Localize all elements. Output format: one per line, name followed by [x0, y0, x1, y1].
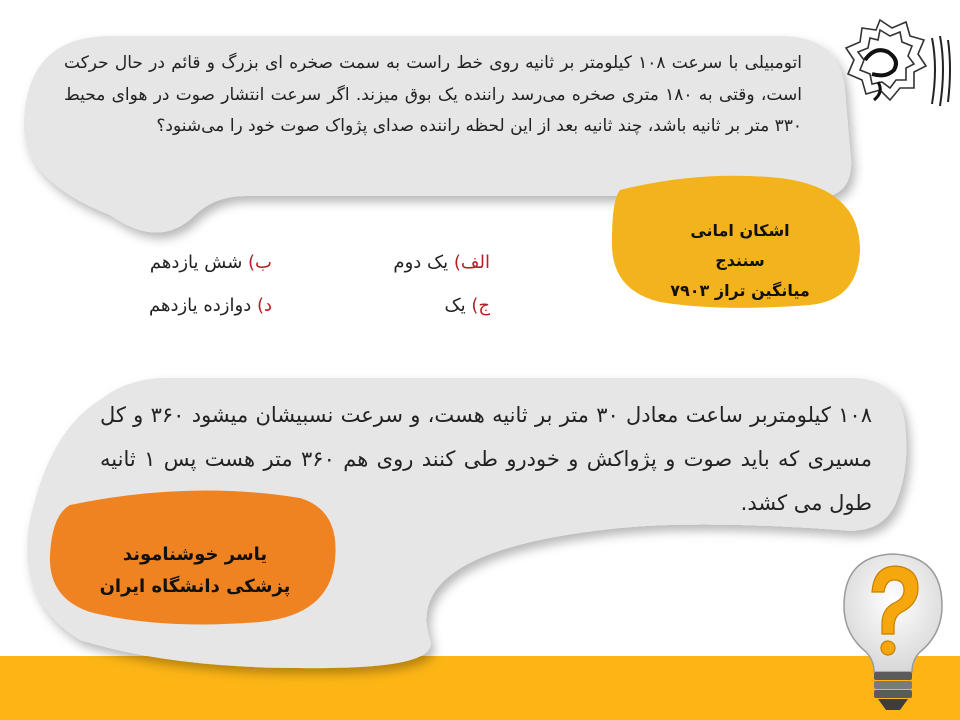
- lightbulb-question-icon: [838, 548, 948, 718]
- responder-badge: [70, 539, 320, 603]
- bottom-bar: [0, 656, 960, 720]
- option-a-letter: الف): [453, 252, 490, 273]
- option-d-letter: د): [256, 295, 272, 316]
- option-a-text: یک دوم: [393, 252, 449, 273]
- answer-text: ۱۰۸ کیلومتربر ساعت معادل ۳۰ متر بر ثانیه هست، و سرعت نسبیشان میشود ۳۶۰ و کل مسیری که باید صوت و پژواکش و خودرو طی کنند روی هم ۳۶۰ متر هست پس ۱ ثانیه طول می کشد.: [100, 403, 873, 515]
- option-b: [150, 252, 272, 273]
- author-score: میانگین تراز ۷۹۰۳: [670, 281, 810, 300]
- question-text: اتومبیلی با سرعت ۱۰۸ کیلومتر بر ثانیه روی خط راست به سمت صخره ای بزرگ و قائم در حال حرکت است، وقتی به ۱۸۰ متری صخره می‌رسد راننده یک بوق میزند. اگر سرعت انتشار صوت در هوای محیط ۳۳۰ متر بر ثانیه باشد، چند ثانیه بعد از این لحظه راننده صدای پژواک صوت خود را می‌شنود؟: [64, 53, 802, 136]
- option-c: [444, 295, 490, 316]
- option-c-letter: ج): [471, 295, 490, 316]
- option-c-text: یک: [444, 295, 466, 316]
- author-name: اشکان امانی: [690, 221, 790, 240]
- author-badge: [630, 216, 850, 306]
- option-b-text: شش یازدهم: [149, 252, 243, 273]
- option-a: [393, 252, 490, 273]
- option-b-letter: ب): [248, 252, 272, 273]
- responder-affiliation: پزشکی دانشگاه ایران: [99, 576, 291, 597]
- option-d-text: دوازده یازدهم: [148, 295, 252, 316]
- logo-emblem: [820, 8, 960, 120]
- responder-name: یاسر خوشناموند: [122, 544, 268, 565]
- option-d: [149, 295, 272, 316]
- author-city: سنندج: [715, 251, 765, 270]
